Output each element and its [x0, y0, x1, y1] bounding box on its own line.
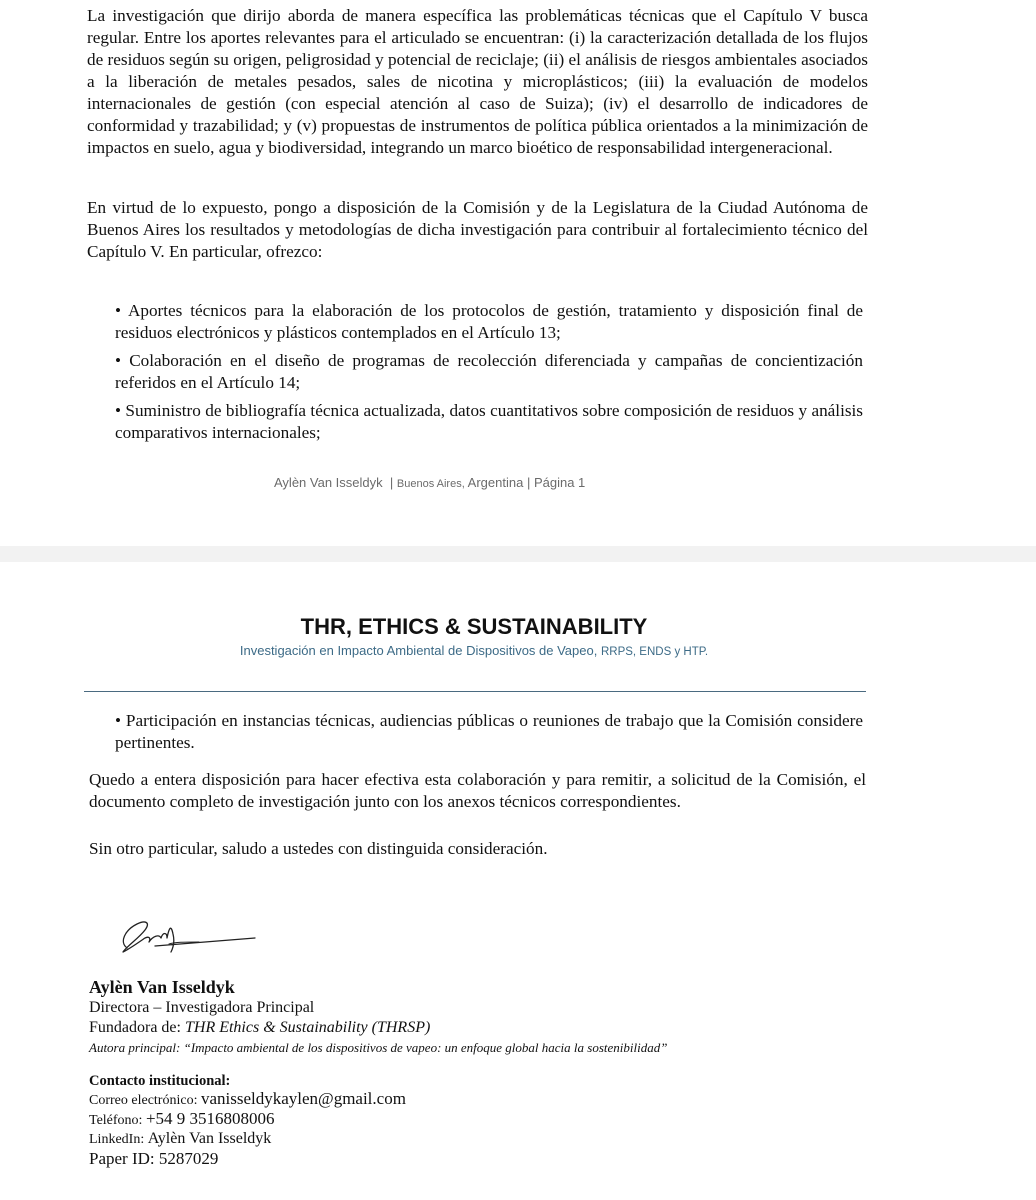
phone-label: Teléfono: [89, 1113, 143, 1128]
founder-organization: THR Ethics & Sustainability (THRSP) [184, 1019, 431, 1036]
header-subtitle-main: Investigación en Impacto Ambiental de Dispositivos de Vapeo, [239, 643, 598, 658]
contact-heading: Contacto institucional: [89, 1073, 231, 1089]
author-note: Autora principal: “Impacto ambiental de los dispositivos de vapeo: un enfoque global hacia la sostenibilidad” [89, 1040, 668, 1055]
footer-separator: | [526, 475, 531, 490]
list-item: • Aportes técnicos para la elaboración de los protocolos de gestión, tratamiento y disposición final de residuos electrónicos y plásticos contemplados en el Artículo 13; [115, 301, 863, 342]
footer-separator: | [389, 475, 394, 490]
offer-list [115, 300, 863, 450]
list-item: • Colaboración en el diseño de programas de recolección diferenciada y campañas de concientización referidos en el Artículo 14; [115, 351, 863, 392]
linkedin-label: LinkedIn: [89, 1132, 145, 1147]
phone-value: +54 9 3516808006 [145, 1109, 275, 1128]
signature-block [89, 976, 667, 1057]
header-divider [84, 691, 866, 692]
email-label: Correo electrónico: [89, 1093, 198, 1108]
document-page-1 [0, 0, 1036, 546]
closing-paragraph: Sin otro particular, saludo a ustedes con distinguida consideración. [89, 839, 548, 858]
linkedin-value: Aylèn Van Isseldyk [147, 1130, 272, 1147]
signer-founder [89, 1018, 667, 1038]
signer-role: Directora – Investigadora Principal [89, 999, 315, 1016]
page-footer [274, 475, 585, 490]
contact-linkedin [89, 1130, 406, 1149]
page-header-subtitle [0, 643, 948, 658]
offer-list-continued [115, 710, 863, 760]
list-item: • Suministro de bibliografía técnica actualizada, datos cuantitativos sobre composición de residuos y análisis comparativos internacionales; [115, 401, 863, 442]
contact-phone [89, 1110, 406, 1130]
contact-email [89, 1090, 406, 1110]
footer-page-number: Página 1 [533, 475, 586, 490]
signer-name: Aylèn Van Isseldyk [89, 977, 235, 997]
founder-prefix: Fundadora de: [89, 1019, 181, 1036]
footer-city: Buenos Aires, [396, 478, 465, 490]
header-subtitle-tail: RRPS, ENDS y HTP. [600, 646, 709, 658]
paper-id: Paper ID: 5287029 [89, 1149, 219, 1168]
list-item: • Participación en instancias técnicas, audiencias públicas o reuniones de trabajo que la Comisión considere pertinentes. [115, 711, 863, 752]
body-paragraph: La investigación que dirijo aborda de manera específica las problemáticas técnicas que el Capítulo V busca regular. Entre los aportes relevantes para el articulado se encuentran: (i) la caracterización detallada de los flujos de residuos según su origen, peligrosidad y potencial de reciclaje; (ii) el análisis de riesgos ambientales asociados a la liberación de metales pesados, sales de nicotina y microplásticos; (iii) la evaluación de modelos internacionales de gestión (con especial atención al caso de Suiza); (iv) el desarrollo de indicadores de conformidad y trazabilidad; y (v) propuestas de instrumentos de política pública orientados a la minimización de impactos en suelo, agua y biodiversidad, integrando un marco bioético de responsabilidad intergeneracional. [87, 6, 868, 157]
document-page-2 [0, 562, 1036, 1200]
body-paragraph: Quedo a entera disposición para hacer efectiva esta colaboración y para remitir, a solicitud de la Comisión, el documento completo de investigación junto con los anexos técnicos correspondientes. [89, 770, 866, 811]
email-value: vanisseldykaylen@gmail.com [200, 1089, 406, 1108]
contact-block [89, 1072, 406, 1169]
footer-author: Aylèn Van Isseldyk [274, 475, 383, 490]
body-paragraph: En virtud de lo expuesto, pongo a disposición de la Comisión y de la Legislatura de la Ciudad Autónoma de Buenos Aires los resultados y metodologías de dicha investigación para contribuir al fortalecimiento técnico del Capítulo V. En particular, ofrezco: [87, 198, 868, 261]
handwritten-signature [115, 912, 260, 962]
footer-country: Argentina [467, 475, 524, 490]
page-header-title: THR, ETHICS & SUSTAINABILITY [300, 614, 648, 639]
